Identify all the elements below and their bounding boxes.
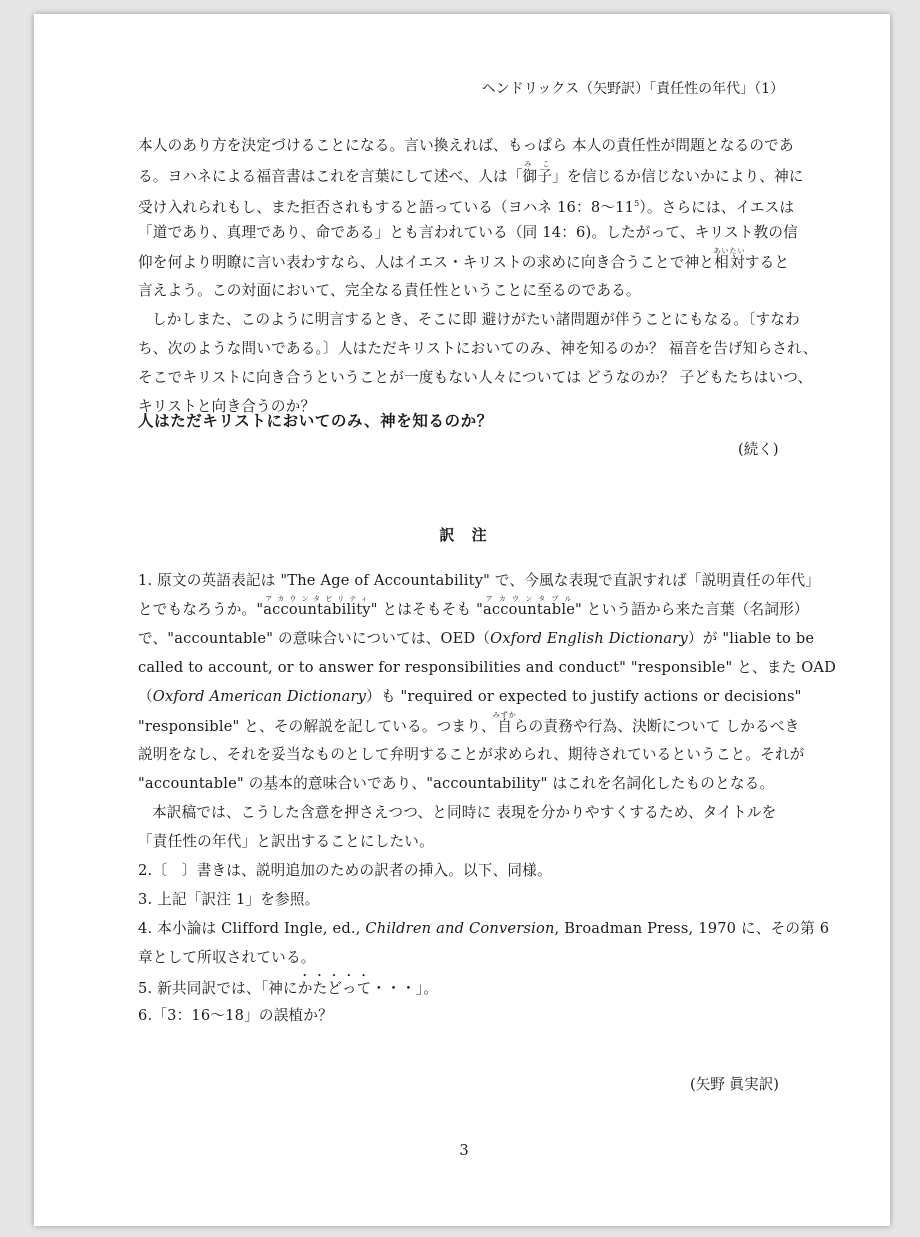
furigana-aitai — [713, 247, 746, 271]
furigana-accountability — [263, 595, 371, 618]
text-segment: すると — [744, 254, 790, 271]
note-2: 2.〔 〕書きは、説明追加のための訳者の挿入。以下、同様。 — [138, 862, 552, 879]
text-segment: （ — [138, 688, 153, 705]
text-segment: ・・・」。 — [371, 980, 439, 997]
footnote-ref-5: 5 — [634, 199, 640, 208]
text-segment: " とはそもそも " — [370, 601, 483, 618]
note-3: 3. 上記「訳注 1」を参照。 — [138, 891, 320, 908]
text-line: キリストと向き合うのか？ — [138, 398, 316, 415]
text-line — [138, 160, 804, 189]
note-1-line: 1. 原文の英語表記は "The Age of Accountability" で、今風な表現で直訳すれば「説明責任の年代」 — [138, 572, 821, 589]
text-segment: ）。さらには、イエスは — [639, 198, 795, 216]
furigana-mikoto — [522, 160, 553, 185]
text-segment: る。ヨハネによる福音書はこれを言葉にして述べ、人は「 — [138, 168, 523, 185]
text-segment: ）も "required or expected to justify actions or decisions" — [366, 688, 802, 705]
continued-marker: (続く) — [738, 441, 779, 458]
body-paragraph-2 — [138, 305, 818, 421]
text-segment: らの責務や行為、決断について しかるべき — [513, 718, 800, 735]
translator-signature: (矢野 眞実訳) — [690, 1076, 779, 1093]
ruby-base: 相対 — [713, 254, 746, 271]
text-line: 本人のあり方を決定づけることになる。言い換えれば、もっぱら 本人の責任性が問題となるのであ — [138, 137, 794, 154]
note-1-line: 説明をなし、それを妥当なものとして弁明することが求められ、期待されているということ。それが — [138, 746, 805, 763]
text-segment: 4. 本小論は Clifford Ingle, ed., — [138, 920, 366, 937]
text-line: 言えよう。この対面において、完全なる責任性ということに至るのである。 — [138, 282, 641, 299]
text-segment: 5. 新共同訳では、「神に — [138, 980, 298, 997]
italic-title: Children and Conversion — [365, 920, 555, 937]
note-1-line: 「責任性の年代」と訳出することにしたい。 — [138, 833, 434, 850]
ruby-text: アカウンタビリティ — [263, 595, 371, 603]
text-segment: , Broadman Press, 1970 に、その第 6 — [554, 920, 830, 937]
text-segment: 受け入れられもし、また拒否されもすると語っている（ヨハネ 16：8〜11 — [138, 198, 635, 216]
note-1-line — [138, 624, 815, 653]
translator-notes — [138, 566, 837, 1030]
text-segment: で、"accountable" の意味合いについては、OED（ — [138, 630, 491, 647]
page-number: 3 — [459, 1142, 469, 1159]
text-line: しかしまた、このように明言するとき、そこに即 避けがたい諸問題が伴うことにもなる。〔すなわ — [152, 311, 800, 328]
text-line — [138, 189, 795, 218]
note-1-line: "accountable" の基本的意味合いであり、"accountability" はこれを名詞化したものとなる。 — [138, 775, 775, 792]
italic-title: Oxford American Dictionary — [152, 688, 367, 705]
text-line: ち、次のような問いである。〕人はただキリストにおいてのみ、神を知るのか？ 福音を告げ知らされ、 — [138, 340, 818, 357]
text-line: そこでキリストに向き合うということが一度もない人々については どうなのか？ 子どもたちはいつ、 — [138, 369, 813, 386]
note-5 — [138, 972, 790, 1001]
text-segment: "responsible" と、その解説を記している。つまり、 — [138, 718, 496, 735]
note-4-line: 章として所収されている。 — [138, 949, 316, 966]
ruby-base: 御子 — [522, 168, 553, 185]
ruby-base: accountability — [263, 601, 371, 618]
note-6: 6.「3：16〜18」の誤植か？ — [138, 1007, 333, 1024]
text-line — [138, 247, 790, 276]
italic-title: Oxford English Dictionary — [490, 630, 688, 647]
ruby-text: あいたい — [713, 247, 746, 255]
ruby-text: みずか — [492, 711, 517, 719]
text-segment: ）が "liable to be — [687, 630, 815, 647]
note-1-line — [138, 711, 800, 740]
body-paragraph-1 — [138, 131, 804, 305]
ruby-text: アカウンタブル — [483, 595, 576, 603]
text-segment: とでもなろうか。" — [138, 601, 264, 618]
note-1-line — [138, 595, 809, 624]
emphasis-dotted-text: かたどって — [297, 980, 372, 997]
note-1-line — [138, 682, 802, 711]
note-1-line: 本訳稿では、こうした含意を押さえつつ、と同時に 表現を分かりやすくするため、タイトルを — [152, 804, 777, 821]
furigana-accountable — [483, 595, 576, 618]
document-page — [34, 14, 890, 1226]
text-line: 「道であり、真理であり、命である」とも言われている（同 14：6)。したがって、キリスト教の信 — [138, 224, 798, 241]
text-segment: 」を信じるか信じないかにより、神に — [552, 168, 804, 185]
text-segment: " という語から来た言葉（名詞形） — [575, 601, 809, 618]
ruby-text: み こ — [522, 160, 553, 168]
running-header: ヘンドリックス（矢野訳）「責任性の年代」（1） — [481, 81, 784, 97]
notes-heading: 訳 注 — [439, 526, 493, 544]
ruby-base: 自 — [492, 718, 517, 735]
emphasized-question: 人はただキリストにおいてのみ、神を知るのか？ — [138, 412, 493, 430]
text-segment: 仰を何より明瞭に言い表わすなら、人はイエス・キリストの求めに向き合うことで神と — [138, 254, 715, 271]
note-1-line: called to account, or to answer for responsibilities and conduct" "responsible" と、また OAD — [138, 659, 837, 676]
furigana-mizukara — [492, 711, 517, 735]
note-4-line — [138, 914, 830, 943]
ruby-base: accountable — [483, 601, 576, 618]
